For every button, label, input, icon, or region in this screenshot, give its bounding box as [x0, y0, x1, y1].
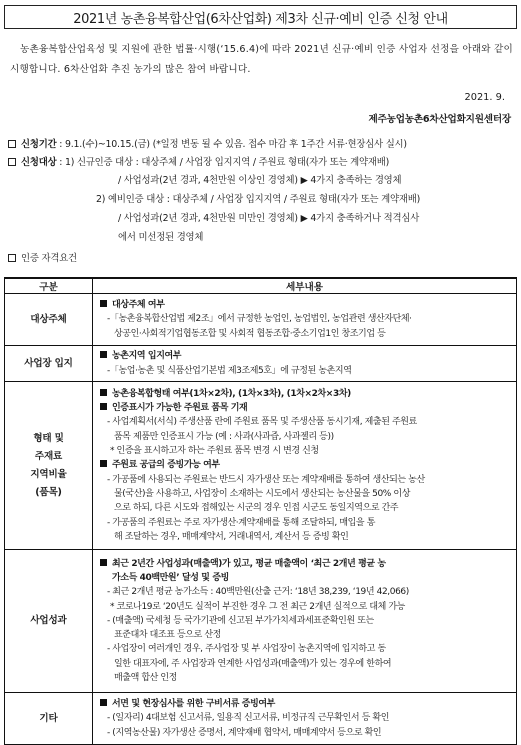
table-row: [5, 346, 517, 382]
header-details: 세부내용: [93, 278, 517, 294]
detail-note: * 코로나19로 ‘20년도 실적이 부진한 경우 그 전 최근 2개년 실적으로 대체 가능: [110, 601, 405, 612]
square-bullet-icon: [8, 140, 16, 148]
detail-line: 매출액 합산 인정: [114, 673, 177, 684]
detail-line: - 가공품에 사용되는 주원료는 반드시 자가생산 또는 계약재배를 통하여 생산되는 농산: [107, 474, 425, 485]
detail-line: - 사업장이 여러개인 경우, 주사업장 및 부 사업장이 농촌지역에 입지하고 동: [107, 644, 386, 655]
detail-note: * 인증을 표시하고자 하는 주원료 품목 변경 시 변경 신청: [110, 446, 319, 457]
detail-heading: 인증표시가 가능한 주원료 품목 기재: [100, 401, 512, 415]
detail-heading: 최근 2년간 사업성과(매출액)가 있고, 평균 매출액이 ‘최근 2개년 평균 농: [100, 557, 512, 571]
table-header-row: [5, 278, 517, 294]
detail-line: 품목 제품만 인증표시 가능 (예 : 사과(사과즙, 사과젤리 등)): [114, 431, 334, 442]
table-row: [5, 294, 517, 346]
square-bullet-icon: [100, 460, 107, 467]
requirements-label: 인증 자격요건: [21, 253, 77, 264]
table-row: [5, 382, 517, 550]
square-bullet-icon: [100, 559, 107, 566]
detail-line: - 최근 2개년 평균 농가소득 : 40백만원(산출 근거: ‘18년 38,239, ‘19년 42,066): [107, 587, 409, 598]
target-line-5: 에서 미선정된 경영체: [118, 232, 204, 243]
issuing-organization: 제주농업농촌6차산업화지원센터장: [368, 114, 511, 125]
row-category: 형태 및 주재료 지역비율 (품목): [5, 382, 93, 550]
detail-line: 표준대차 대조표 등으로 산정: [114, 630, 221, 641]
row-details: [93, 693, 517, 745]
detail-line: - (지역농산물) 자가생산 증명서, 계약재배 협약서, 매매계약서 등으로 확인: [107, 727, 382, 738]
title-text: 2021년 농촌융복합산업(6차산업화) 제3차 신규·예비 인증 신청 안내: [73, 11, 448, 27]
square-bullet-icon: [8, 158, 16, 166]
target-line-2: / 사업성과(2년 경과, 4천만원 이상인 경영체) ▶ 4가지 충족하는 경영체: [118, 175, 402, 186]
target-label: 신청대상: [21, 157, 57, 168]
detail-heading: 서면 및 현장심사를 위한 구비서류 증빙여부: [100, 697, 512, 711]
detail-heading: 농촌지역 입지여부: [100, 349, 512, 363]
detail-heading: 농촌융복합형태 여부(1차×2차), (1차×3차), (1차×2차×3차): [100, 387, 512, 401]
requirements-heading: [8, 250, 77, 268]
square-bullet-icon: [100, 351, 107, 358]
table-row: [5, 693, 517, 745]
detail-line: - (매출액) 국세청 등 국가기관에 신고된 부가가치세과세표준확인원 또는: [107, 615, 374, 626]
square-bullet-icon: [8, 254, 16, 262]
row-details: [93, 550, 517, 693]
row-category: 사업장 입지: [5, 346, 93, 382]
square-bullet-icon: [100, 300, 107, 307]
period-label: 신청기간: [21, 139, 57, 150]
detail-line: 상공인·사회적기업협동조합 및 사회적 협동조합·중소기업1인 창조기업 등: [114, 328, 386, 339]
detail-heading: 주원료 공급의 증빙가능 여부: [100, 458, 512, 472]
detail-line: 으로 하되, 다른 시도와 접해있는 시군의 경우 인접 시군도 동일지역으로 간주: [114, 503, 399, 514]
detail-line: -「농업·농촌 및 식품산업기본법 제3조제5호」에 규정된 농촌지역: [107, 365, 352, 376]
square-bullet-icon: [100, 389, 107, 396]
row-details: [93, 346, 517, 382]
period-text: : 9.1.(수)~10.15.(금) (*일정 변동 될 수 있음. 접수 마감 후 1주간 서류·현장심사 실시): [59, 139, 407, 150]
square-bullet-icon: [100, 403, 107, 410]
detail-line: - 가공품의 주원료는 주로 자가생산·계약재배를 통해 조달하되, 매입을 통: [107, 517, 375, 528]
detail-line: 해 조달하는 경우, 매매계약서, 거래내역서, 계산서 등 증빙 확인: [114, 531, 349, 542]
detail-heading: 대상주체 여부: [100, 298, 512, 312]
detail-heading-cont: 가소득 40백만원’ 달성 및 증빙: [112, 572, 229, 583]
row-category: 기타: [5, 693, 93, 745]
header-category: 구분: [5, 278, 93, 294]
square-bullet-icon: [100, 699, 107, 706]
detail-line: - (일자리) 4대보험 신고서류, 일용직 신고서류, 비정규직 근무확인서 등 확인: [107, 713, 389, 724]
target-text-1: : 1) 신규인증 대상 : 대상주체 / 사업장 입지지역 / 주원료 형태(자가 또는 계약재배): [59, 157, 390, 168]
detail-line: 물(국산)을 사용하고, 사업장이 소재하는 시도에서 생산되는 농산물을 50% 이상: [114, 488, 410, 499]
row-details: [93, 294, 517, 346]
detail-line: 일한 대표자에, 주 사업장과 연계한 사업성과(매출액)가 있는 경우에 한하여: [114, 658, 392, 669]
target-line-3: 2) 예비인증 대상 : 대상주체 / 사업장 입지지역 / 주원료 형태(자가 또는 계약재배): [96, 194, 421, 205]
notice-date: 2021. 9.: [464, 92, 505, 103]
intro-paragraph: 농촌융복합산업육성 및 지원에 관한 법률·시행(‘15.6.4)에 따라 2021년 신규·예비 인증 사업자 선정을 아래와 같이 시행합니다. 6차산업화 추진 농가의 많은 참여 바랍니다.: [10, 44, 513, 75]
row-category: 사업성과: [5, 550, 93, 693]
detail-line: - 사업계획서(서식) 주생산품 란에 주원료 품목 및 주생산품 동시기재, 제출된 주원료: [107, 417, 417, 428]
table-row: [5, 550, 517, 693]
page-title: [4, 5, 517, 29]
period-line: [8, 136, 407, 154]
target-line-1: [8, 154, 389, 172]
row-details: [93, 382, 517, 550]
row-category: 대상주체: [5, 294, 93, 346]
detail-line: -「농촌융복합산업법 제2조」에서 규정한 농업인, 농업법인, 농업관련 생산자단체·: [107, 314, 412, 325]
requirements-table: [4, 277, 517, 745]
target-line-4: / 사업성과(2년 경과, 4천만원 미만인 경영체) ▶ 4가지 충족하거나 적격심사: [118, 213, 420, 224]
